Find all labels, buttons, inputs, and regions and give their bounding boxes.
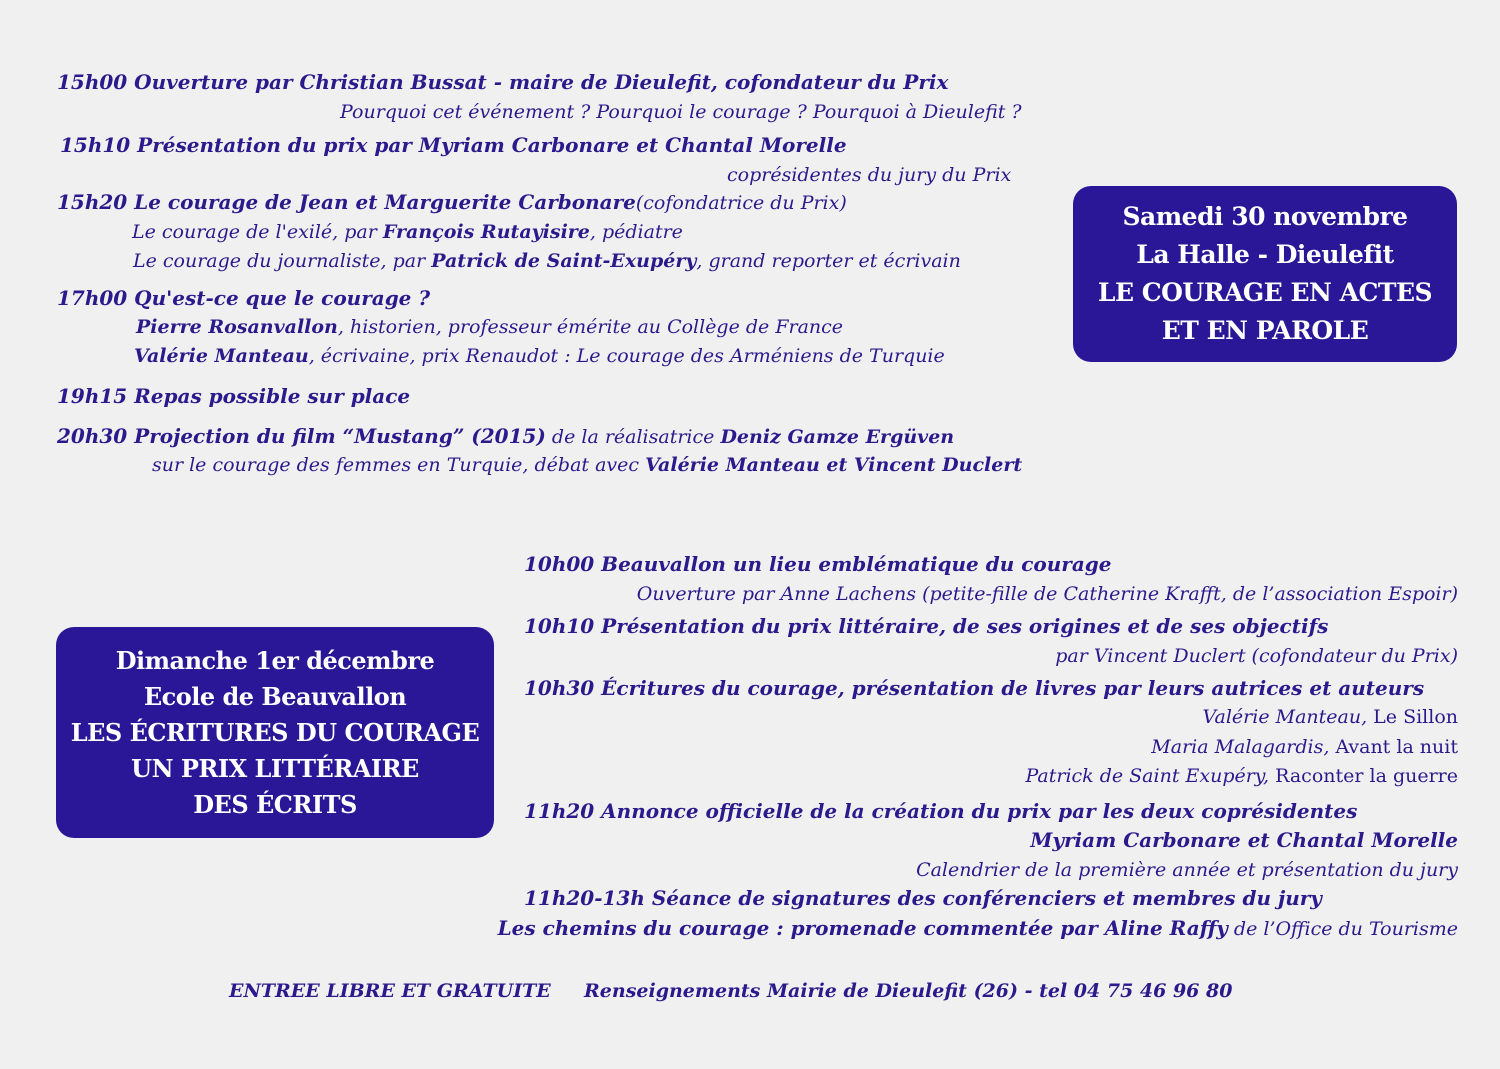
sat-speaker-rosanvallon-name: Pierre Rosanvallon <box>136 316 338 338</box>
sun-book-manteau <box>1203 705 1458 729</box>
sun-book-malagardis-title: Avant la nuit <box>1335 736 1458 758</box>
sat-item-2030 <box>57 424 954 449</box>
saturday-theme-2: ET EN PAROLE <box>1161 316 1369 345</box>
footer-contact: Renseignements Mairie de Dieulefit (26) - tel 04 75 46 96 80 <box>584 980 1233 1002</box>
sat-item-2030-guests: Valérie Manteau et Vincent Duclert <box>645 454 1023 476</box>
sat-talk-exile-label: Le courage de l'exilé, par <box>132 221 383 243</box>
sat-item-1500: 15h00 Ouverture par Christian Bussat - maire de Dieulefit, cofondateur du Prix <box>57 70 949 94</box>
sat-item-2030-title: 20h30 Projection du film “Mustang” (2015) <box>57 424 546 448</box>
sat-talk-exile-speaker: François Rutayisire <box>382 221 590 243</box>
sat-talk-journalist <box>133 249 961 273</box>
footer-free-entry: ENTREE LIBRE ET GRATUITE <box>229 980 551 1002</box>
saturday-date: Samedi 30 novembre <box>1122 202 1408 231</box>
sat-item-2030-topic: sur le courage des femmes en Turquie, débat avec <box>152 454 646 476</box>
sat-talk-journalist-role: , grand reporter et écrivain <box>696 250 961 272</box>
saturday-venue: La Halle - Dieulefit <box>1136 240 1394 269</box>
sun-book-malagardis <box>1151 735 1458 759</box>
sun-item-1000: 10h00 Beauvallon un lieu emblématique du courage <box>524 552 1112 576</box>
sun-item-walk <box>498 916 1458 941</box>
sat-item-1500-detail: Pourquoi cet événement ? Pourquoi le courage ? Pourquoi à Dieulefit ? <box>340 101 1022 123</box>
sat-speaker-rosanvallon-role: , historien, professeur émérite au Collège de France <box>337 316 844 338</box>
sun-item-1030: 10h30 Écritures du courage, présentation de livres par leurs autrices et auteurs <box>524 676 1425 700</box>
sunday-title-box <box>56 627 494 838</box>
sat-item-1520 <box>57 190 847 215</box>
sat-talk-journalist-label: Le courage du journaliste, par <box>133 250 432 272</box>
sun-book-manteau-author: Valérie Manteau, <box>1202 706 1374 728</box>
saturday-theme-1: LE COURAGE EN ACTES <box>1097 278 1433 307</box>
sat-speaker-manteau <box>134 344 945 368</box>
sun-item-1120: 11h20 Annonce officielle de la création du prix par les deux coprésidentes <box>524 799 1358 823</box>
sun-item-walk-org: de l’Office du Tourisme <box>1227 918 1458 940</box>
sun-item-1000-detail: Ouverture par Anne Lachens (petite-fille de Catherine Krafft, de l’association Espoir) <box>636 583 1458 605</box>
sat-speaker-manteau-role: , écrivaine, prix Renaudot : Le courage des Arméniens de Turquie <box>308 345 945 367</box>
sat-item-1510: 15h10 Présentation du prix par Myriam Carbonare et Chantal Morelle <box>60 133 847 157</box>
sat-talk-journalist-speaker: Patrick de Saint-Exupéry <box>431 250 697 272</box>
sat-speaker-manteau-name: Valérie Manteau <box>134 345 309 367</box>
sat-item-1700: 17h00 Qu'est-ce que le courage ? <box>57 286 431 310</box>
sat-item-2030-detail <box>152 453 1022 477</box>
sat-speaker-rosanvallon <box>136 315 843 339</box>
sunday-date: Dimanche 1er décembre <box>115 645 435 675</box>
sat-item-2030-by: de la réalisatrice <box>545 426 721 448</box>
sat-item-2030-director: Deniz Gamze Ergüven <box>720 426 955 448</box>
sat-item-1520-note: (cofondatrice du Prix) <box>635 192 847 214</box>
sun-book-exupery-title: Raconter la guerre <box>1275 765 1458 787</box>
sun-item-walk-title: Les chemins du courage : promenade commentée par Aline Raffy <box>497 916 1228 940</box>
sun-item-1010-detail: par Vincent Duclert (cofondateur du Prix) <box>1055 645 1458 667</box>
sat-item-1915: 19h15 Repas possible sur place <box>57 384 411 408</box>
sunday-venue: Ecole de Beauvallon <box>143 681 407 711</box>
sat-item-1520-title: 15h20 Le courage de Jean et Marguerite Carbonare <box>57 190 636 214</box>
sat-talk-exile-role: , pédiatre <box>589 221 683 243</box>
saturday-title-box <box>1073 186 1457 362</box>
sun-book-exupery-author: Patrick de Saint Exupéry, <box>1025 765 1276 787</box>
sun-book-exupery <box>1025 764 1458 788</box>
sat-item-1510-detail: coprésidentes du jury du Prix <box>727 164 1012 186</box>
sun-item-1120-copresidents: Myriam Carbonare et Chantal Morelle <box>1030 828 1458 852</box>
sunday-theme-1: LES ÉCRITURES DU COURAGE <box>70 717 480 747</box>
sun-item-1120-detail: Calendrier de la première année et présentation du jury <box>916 859 1458 881</box>
sunday-theme-2: UN PRIX LITTÉRAIRE <box>131 753 419 783</box>
sunday-theme-3: DES ÉCRITS <box>193 789 357 819</box>
sun-book-malagardis-author: Maria Malagardis, <box>1151 736 1336 758</box>
sun-book-manteau-title: Le Sillon <box>1373 706 1458 728</box>
sun-item-1120-13h: 11h20-13h Séance de signatures des conférenciers et membres du jury <box>524 886 1322 910</box>
sun-item-1010: 10h10 Présentation du prix littéraire, de ses origines et de ses objectifs <box>524 614 1329 638</box>
sat-talk-exile <box>132 220 683 244</box>
